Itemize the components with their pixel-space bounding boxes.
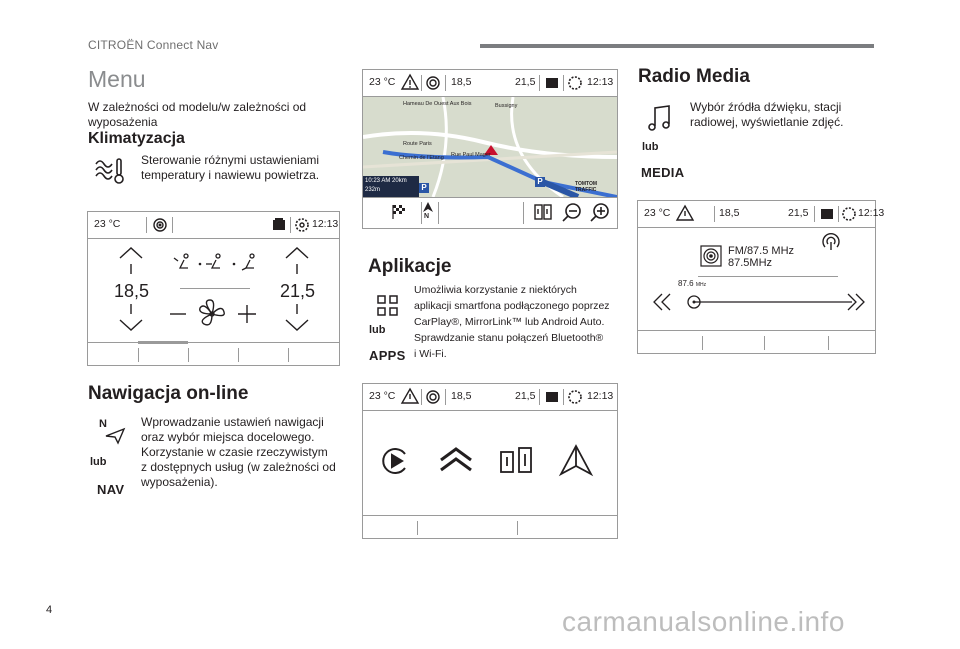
left-temp: 18,5 xyxy=(451,76,472,88)
aplikacje-desc-1: Umożliwia korzystanie z niektórych xyxy=(414,284,577,296)
nawigacja-desc-3: Korzystanie w czasie rzeczywistym xyxy=(141,445,328,459)
compass-north: N xyxy=(424,213,430,220)
clock: 12:13 xyxy=(312,218,339,230)
station-frequency: FM/87.5 MHz xyxy=(728,245,795,257)
music-note-icon xyxy=(648,104,672,132)
status-bar xyxy=(638,201,885,228)
android-auto-icon[interactable] xyxy=(559,444,593,476)
radio-title: Radio Media xyxy=(638,66,750,87)
nav-screen xyxy=(362,69,618,229)
aplikacje-or: lub xyxy=(369,324,386,336)
clock: 12:13 xyxy=(587,390,614,402)
outside-temp: 23 °C xyxy=(644,207,671,219)
phone-icon xyxy=(272,218,286,232)
airflow-mode-icons[interactable] xyxy=(172,252,268,274)
tuner-bar[interactable] xyxy=(652,291,862,313)
climate-bottom-bar xyxy=(88,342,339,365)
station-name: 87.5MHz xyxy=(728,257,773,269)
radio-bottom-bar xyxy=(638,330,875,353)
nawigacja-desc-5: wyposażenia). xyxy=(141,475,218,489)
aplikacje-title: Aplikacje xyxy=(368,256,452,277)
climate-icon xyxy=(92,156,128,186)
right-temp: 21,5 xyxy=(515,390,536,402)
apps-screen xyxy=(362,383,618,539)
nawigacja-desc-2: oraz wybór miejsca docelowego. xyxy=(141,430,315,444)
map-label: Hameau De Ouest Aux Bois xyxy=(403,101,472,107)
status-bar xyxy=(88,212,339,239)
warning-icon xyxy=(676,205,694,221)
menu-intro: W zależności od modelu/w zależności od wyposażenia xyxy=(88,100,307,129)
klimatyzacja-title: Klimatyzacja xyxy=(88,130,185,147)
north-letter: N xyxy=(99,418,107,430)
watermark: carmanualsonline.info xyxy=(562,606,845,637)
klimatyzacja-desc-2: temperatury i nawiewu powietrza. xyxy=(141,168,320,182)
seek-forward-icon xyxy=(856,294,864,310)
climate-screen xyxy=(87,211,340,366)
map-label: Chemin de l'Etang xyxy=(399,155,444,161)
signal-icon xyxy=(152,217,168,233)
status-bar xyxy=(363,70,617,97)
right-temp: 21,5 xyxy=(788,207,809,219)
map-label: Bussigny xyxy=(495,103,518,109)
fan-speed-controls[interactable] xyxy=(170,298,260,330)
map-view[interactable] xyxy=(363,97,617,197)
header-rule xyxy=(480,44,874,48)
parking-icon: P xyxy=(535,177,545,187)
nawigacja-title: Nawigacja on-line xyxy=(88,383,249,404)
compass-icon[interactable] xyxy=(421,201,435,213)
map-label: Route Paris xyxy=(403,141,432,147)
settings-icon xyxy=(294,217,310,233)
apps-bottom-bar xyxy=(363,515,617,538)
menu-title: Menu xyxy=(88,66,146,92)
map-layers-icon[interactable] xyxy=(533,202,553,222)
nav-code: NAV xyxy=(97,482,125,497)
zoom-in-icon[interactable] xyxy=(589,202,611,222)
aplikacje-desc-3: CarPlay®, MirrorLink™ lub Android Auto. xyxy=(414,316,605,328)
radio-screen xyxy=(637,200,885,354)
nav-toolbar xyxy=(363,197,617,228)
trip-info-panel: 10:23 AM 20km 232m xyxy=(363,176,419,197)
signal-icon xyxy=(425,389,441,405)
outside-temp: 23 °C xyxy=(94,218,121,230)
tuner-frequency: 87.6 MHz xyxy=(678,279,707,288)
map-label: Rue Paul Mager xyxy=(451,152,491,158)
nawigacja-desc-1: Wprowadzanie ustawień nawigacji xyxy=(141,415,324,429)
left-temp: 18,5 xyxy=(719,207,740,219)
carplay-icon[interactable] xyxy=(381,446,411,476)
settings-icon xyxy=(567,389,583,405)
warning-icon xyxy=(401,74,419,90)
right-temp: 21,5 xyxy=(515,76,536,88)
phone-icon xyxy=(545,390,559,404)
aplikacje-desc-5: i Wi-Fi. xyxy=(414,348,447,360)
outside-temp: 23 °C xyxy=(369,390,396,402)
media-code: MEDIA xyxy=(641,165,685,180)
connected-services-icon[interactable] xyxy=(439,446,473,474)
apps-code: APPS xyxy=(369,348,406,363)
phone-icon xyxy=(545,76,559,90)
left-temp: 18,5 xyxy=(114,281,150,301)
radio-desc-2: radiowej, wyświetlanie zdjęć. xyxy=(690,115,844,129)
page-number: 4 xyxy=(46,604,53,616)
nawigacja-desc-4: z dostępnych usług (w zależności od xyxy=(141,460,336,474)
navigation-arrow-icon xyxy=(104,428,126,444)
clock: 12:13 xyxy=(587,76,614,88)
right-temp: 21,5 xyxy=(280,281,316,301)
nawigacja-or: lub xyxy=(90,456,107,468)
settings-icon xyxy=(567,75,583,91)
settings-icon xyxy=(841,206,857,222)
warning-icon xyxy=(401,388,419,404)
left-temp: 18,5 xyxy=(451,390,472,402)
mirrorlink-icon[interactable] xyxy=(499,446,533,476)
klimatyzacja-desc-1: Sterowanie różnymi ustawieniami xyxy=(141,153,320,167)
status-bar xyxy=(363,384,617,411)
document-header: CITROËN Connect Nav xyxy=(88,38,219,52)
seek-back-icon xyxy=(662,294,670,310)
apps-grid-icon xyxy=(376,294,400,318)
signal-icon xyxy=(425,75,441,91)
radio-or: lub xyxy=(642,141,659,153)
tomtom-logo: TOMTOM TRAFFIC xyxy=(575,181,598,193)
aplikacje-desc-2: aplikacji smartfona podłączonego poprzez xyxy=(414,300,610,312)
clock: 12:13 xyxy=(858,207,885,219)
flag-icon[interactable] xyxy=(391,203,407,219)
aplikacje-desc-4: Sprawdzanie stanu połączeń Bluetooth® xyxy=(414,332,604,344)
phone-icon xyxy=(820,207,834,221)
station-logo-icon xyxy=(700,245,722,267)
parking-icon: P xyxy=(419,183,429,193)
zoom-out-icon[interactable] xyxy=(561,202,583,222)
radio-source-icon[interactable] xyxy=(822,233,840,251)
outside-temp: 23 °C xyxy=(369,76,396,88)
radio-desc-1: Wybór źródła dźwięku, stacji xyxy=(690,100,842,114)
